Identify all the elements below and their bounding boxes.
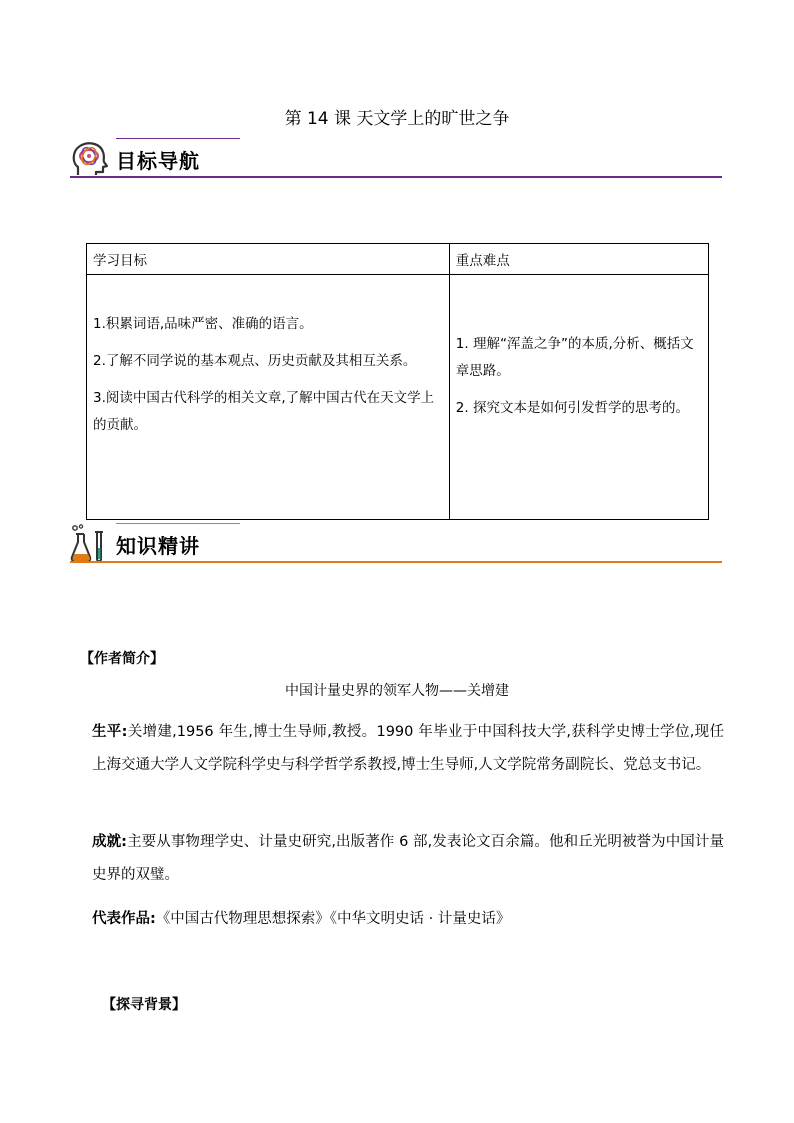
objective-item: 1.积累词语,品味严密、准确的语言。 bbox=[93, 316, 313, 332]
life-text: 关增建,1956 年生,博士生导师,教授。1990 年毕业于中国科技大学,获科学史博士学位,现任上海交通大学人文学院科学史与科学哲学系教授,博士生导师,人文学院常务副院长、党总支书记。 bbox=[92, 724, 724, 773]
author-subtitle: 中国计量史界的领军人物——关增建 bbox=[285, 683, 509, 699]
goals-table bbox=[86, 243, 709, 520]
section-rule bbox=[70, 561, 722, 563]
page-title: 第 14 课 天文学上的旷世之争 bbox=[284, 109, 510, 129]
achievement-label: 成就: bbox=[92, 834, 127, 850]
section-rule bbox=[70, 176, 722, 178]
section-label: 知识精讲 bbox=[116, 534, 200, 558]
author-heading: 【作者简介】 bbox=[80, 651, 164, 667]
achievement-text: 主要从事物理学史、计量史研究,出版著作 6 部,发表论文百余篇。他和丘光明被誉为中国计量史界的双璧。 bbox=[92, 834, 724, 883]
author-achievement-paragraph bbox=[92, 826, 724, 892]
table-header-row bbox=[87, 244, 709, 275]
works-text: 《中国古代物理思想探索》《中华文明史话 · 计量史话》 bbox=[155, 911, 511, 927]
key-point-item: 2. 探究文本是如何引发哲学的思考的。 bbox=[455, 400, 689, 416]
works-label: 代表作品: bbox=[92, 911, 156, 927]
table-header-objectives: 学习目标 bbox=[87, 244, 450, 275]
objectives-cell bbox=[87, 275, 450, 520]
author-works-paragraph bbox=[92, 903, 724, 936]
section-accent-bar bbox=[116, 138, 240, 139]
section-header-goals bbox=[70, 133, 722, 203]
life-label: 生平: bbox=[92, 724, 128, 740]
section-label: 目标导航 bbox=[116, 149, 200, 173]
section-header-knowledge bbox=[70, 518, 722, 588]
background-heading: 【探寻背景】 bbox=[102, 997, 186, 1013]
lab-flask-icon bbox=[70, 524, 108, 564]
objective-item: 2.了解不同学说的基本观点、历史贡献及其相互关系。 bbox=[93, 353, 417, 369]
table-body-row bbox=[87, 275, 709, 520]
author-life-paragraph bbox=[92, 716, 724, 782]
section-accent-bar bbox=[116, 523, 240, 524]
table-header-key-points: 重点难点 bbox=[449, 244, 708, 275]
objective-item: 3.阅读中国古代科学的相关文章,了解中国古代在天文学上的贡献。 bbox=[93, 390, 435, 433]
brain-head-icon bbox=[70, 139, 108, 179]
key-points-cell bbox=[449, 275, 708, 520]
key-point-item: 1. 理解“浑盖之争”的本质,分析、概括文章思路。 bbox=[455, 336, 694, 379]
